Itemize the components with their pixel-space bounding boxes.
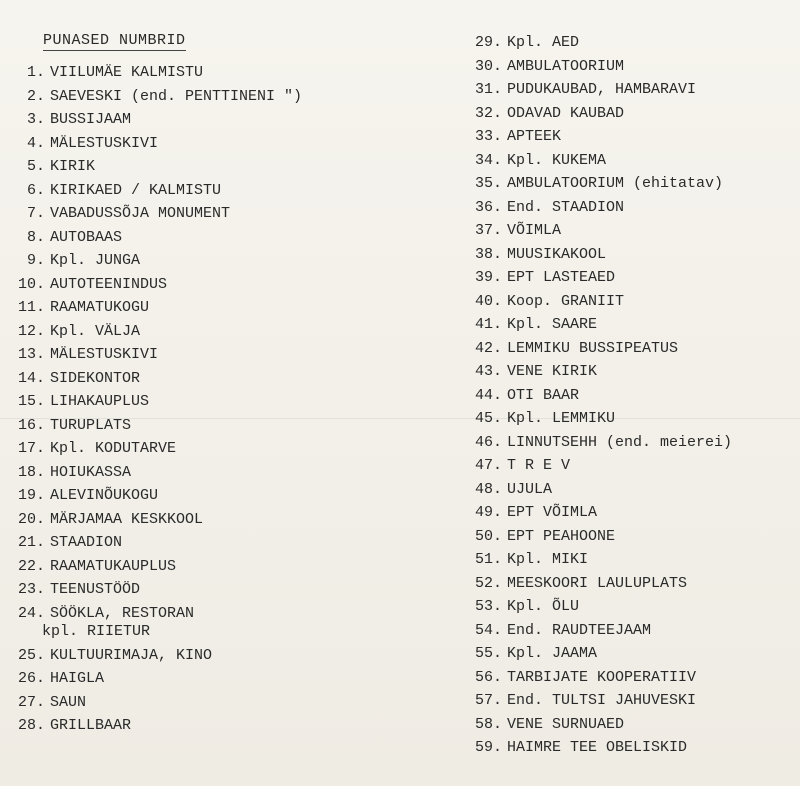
entry-number: 8 [26, 228, 36, 246]
entry-dot: . [493, 504, 503, 521]
entry-number: 41 [474, 316, 493, 333]
entry-number: 26 [17, 670, 36, 687]
entry-number: 48 [474, 480, 493, 498]
entry-number: 19 [17, 487, 36, 504]
entry-text [50, 252, 140, 270]
entry-dot: . [493, 386, 503, 404]
entry-label: GRILLBAAR [50, 717, 132, 734]
list-entry [449, 716, 732, 740]
list-entry [449, 410, 732, 434]
list-entry [449, 457, 732, 481]
entry-number: 56 [474, 668, 493, 686]
entry-label: LEMMIKU BUSSIPEATUS [507, 339, 679, 357]
entry-label: End. RAUDTEEJAAM [507, 621, 652, 639]
list-entry [449, 645, 732, 669]
entry-dot: . [36, 604, 46, 622]
entry-number: 52 [474, 574, 493, 592]
list-entry [0, 323, 302, 347]
entry-label: EPT PEAHOONE [507, 527, 616, 545]
entry-dot: . [493, 739, 503, 756]
entry-label: VENE SURNUAED [507, 715, 625, 733]
entry-number: 27 [17, 693, 36, 711]
entry-number: 37 [474, 222, 493, 239]
entry-dot: . [36, 205, 46, 222]
list-entry [0, 440, 302, 464]
entry-text [507, 716, 624, 734]
list-entry [449, 551, 732, 575]
entry-dot: . [493, 245, 503, 263]
entry-text [50, 717, 131, 735]
list-entry [449, 128, 732, 152]
entry-label: PUDUKAUBAD, HAMBARAVI [507, 81, 697, 98]
entry-dot: . [493, 574, 503, 592]
entry-text [50, 694, 86, 712]
list-entry [0, 717, 302, 741]
entry-number: 35 [474, 175, 493, 192]
list-entry [449, 739, 732, 763]
entry-number: 21 [17, 534, 36, 551]
entry-text [50, 581, 140, 599]
entry-label: RAAMATUKOGU [50, 299, 150, 316]
entry-text [507, 199, 624, 217]
entry-text [507, 105, 624, 123]
entry-number: 51 [474, 551, 493, 568]
entry-dot: . [493, 433, 503, 451]
entry-number: 14 [17, 369, 36, 387]
entry-label: OTI BAAR [507, 386, 580, 404]
entry-dot: . [36, 181, 46, 199]
entry-label: Kpl. JAAMA [507, 645, 598, 662]
entry-label: HAIMRE TEE OBELISKID [507, 739, 688, 756]
entry-number: 9 [26, 252, 36, 269]
entry-text [50, 88, 302, 106]
entry-dot: . [36, 717, 46, 734]
entry-dot: . [36, 440, 46, 457]
entry-text [50, 417, 131, 435]
entry-dot: . [493, 598, 503, 615]
entry-text [42, 604, 195, 641]
entry-text [507, 551, 588, 569]
entry-number: 16 [17, 416, 36, 434]
entry-text [50, 205, 230, 223]
entry-label: VENE KIRIK [507, 363, 598, 380]
entry-number: 31 [474, 81, 493, 98]
entry-text [507, 645, 597, 663]
entry-number: 5 [26, 158, 36, 175]
entry-label: Kpl. AED [507, 34, 580, 51]
entry-dot: . [493, 292, 503, 310]
entry-label: LIHAKAUPLUS [50, 393, 150, 410]
list-entry [0, 182, 302, 206]
entry-label: SAEVESKI (end. PENTTINENI ") [50, 87, 303, 105]
entry-text [507, 622, 651, 640]
entry-text [50, 64, 203, 82]
entry-number: 23 [17, 581, 36, 598]
entry-number: 49 [474, 504, 493, 521]
entry-number: 18 [17, 463, 36, 481]
entry-number: 17 [17, 440, 36, 457]
list-entry [449, 598, 732, 622]
entry-label: Kpl. KODUTARVE [50, 440, 177, 457]
entry-number: 44 [474, 386, 493, 404]
entry-number: 13 [17, 346, 36, 363]
entry-label: SAUN [50, 693, 87, 711]
entry-label: ODAVAD KAUBAD [507, 104, 625, 122]
entry-text [50, 511, 203, 529]
entry-dot: . [36, 393, 46, 410]
entry-dot: . [493, 316, 503, 333]
list-entry [0, 417, 302, 441]
entry-label: SÖÖKLA, RESTORAN [50, 604, 195, 622]
entry-dot: . [36, 64, 46, 81]
entry-number: 58 [474, 715, 493, 733]
entry-label: KIRIK [50, 158, 96, 175]
entry-text [50, 158, 95, 176]
entry-text [50, 229, 122, 247]
list-entry [0, 88, 302, 112]
list-entry [0, 276, 302, 300]
entry-text [50, 346, 158, 364]
list-entry [449, 340, 732, 364]
entry-dot: . [493, 692, 503, 709]
entry-number: 24 [17, 604, 36, 622]
list-entry [0, 487, 302, 511]
entry-text [50, 534, 122, 552]
entry-number: 45 [474, 410, 493, 427]
entry-text [507, 152, 606, 170]
list-entry [449, 434, 732, 458]
list-entry [0, 370, 302, 394]
entry-text [50, 323, 140, 341]
entry-label: Kpl. JUNGA [50, 252, 141, 269]
entry-text [507, 598, 579, 616]
list-entry [449, 152, 732, 176]
entry-dot: . [36, 557, 46, 575]
entry-dot: . [36, 158, 46, 175]
list-entry [449, 622, 732, 646]
entry-number: 53 [474, 598, 493, 615]
entry-dot: . [36, 275, 46, 293]
entry-dot: . [493, 457, 503, 474]
entry-label: TARBIJATE KOOPERATIIV [507, 668, 697, 686]
list-entry [0, 346, 302, 370]
entry-text [507, 269, 615, 287]
list-entry [449, 105, 732, 129]
entry-number: 30 [474, 57, 493, 75]
entry-dot: . [493, 198, 503, 216]
document-heading: PUNASED NUMBRID [43, 32, 186, 49]
entry-dot: . [36, 487, 46, 504]
entry-text [507, 457, 570, 475]
entry-number: 28 [17, 717, 36, 734]
entry-dot: . [36, 346, 46, 363]
entry-sublabel: kpl. RIIETUR [42, 622, 151, 640]
entry-dot: . [36, 534, 46, 551]
entry-number: 34 [474, 151, 493, 169]
entry-label: HAIGLA [50, 670, 105, 687]
list-entry [449, 692, 732, 716]
entry-text [507, 504, 597, 522]
entry-text [507, 528, 615, 546]
entry-label: Koop. GRANIIT [507, 292, 625, 310]
entry-text [507, 669, 696, 687]
entry-dot: . [493, 668, 503, 686]
entry-number: 59 [474, 739, 493, 756]
entry-dot: . [493, 551, 503, 568]
entry-number: 11 [17, 299, 36, 316]
list-entry [449, 481, 732, 505]
list-entry [0, 534, 302, 558]
entry-text [50, 370, 140, 388]
list-entry [0, 229, 302, 253]
entry-label: VÕIMLA [507, 222, 562, 239]
list-entry [449, 269, 732, 293]
entry-text [507, 175, 723, 193]
entry-label: End. STAADION [507, 198, 625, 216]
entry-label: AMBULATOORIUM (ehitatav) [507, 175, 724, 192]
entry-label: End. TULTSI JAHUVESKI [507, 692, 697, 709]
list-entry [0, 158, 302, 182]
list-entry [449, 246, 732, 270]
entry-dot: . [493, 104, 503, 122]
entry-number: 42 [474, 339, 493, 357]
entry-label: VIILUMÄE KALMISTU [50, 64, 204, 81]
entry-label: AUTOBAAS [50, 228, 123, 246]
entry-number: 46 [474, 433, 493, 451]
entry-number: 54 [474, 621, 493, 639]
list-entry [0, 694, 302, 718]
entry-text [507, 246, 606, 264]
entry-dot: . [36, 416, 46, 434]
entry-number: 50 [474, 527, 493, 545]
entry-label: T R E V [507, 457, 571, 474]
entry-dot: . [36, 299, 46, 316]
entry-dot: . [493, 34, 503, 51]
entry-dot: . [493, 480, 503, 498]
entry-text [50, 464, 131, 482]
entry-dot: . [36, 581, 46, 598]
entry-number: 47 [474, 457, 493, 474]
entry-dot: . [36, 510, 46, 528]
entry-text [50, 487, 158, 505]
entry-text [50, 299, 149, 317]
entry-dot: . [36, 87, 46, 105]
list-entry [449, 575, 732, 599]
entry-number: 15 [17, 393, 36, 410]
entry-dot: . [36, 646, 46, 664]
entry-text [507, 58, 624, 76]
entry-dot: . [493, 645, 503, 662]
entry-label: EPT VÕIMLA [507, 504, 598, 521]
entry-text [507, 692, 696, 710]
entry-number: 43 [474, 363, 493, 380]
entry-text [507, 575, 687, 593]
entry-label: HOIUKASSA [50, 463, 132, 481]
entry-text [50, 647, 212, 665]
entry-label: UJULA [507, 480, 553, 498]
entry-text [507, 410, 615, 428]
entry-text [50, 111, 131, 129]
entry-dot: . [36, 322, 46, 340]
list-entry [449, 34, 732, 58]
entry-dot: . [36, 670, 46, 687]
entry-label: TURUPLATS [50, 416, 132, 434]
entry-label: MÄRJAMAA KESKKOOL [50, 510, 204, 528]
list-entry [449, 316, 732, 340]
list-entry [0, 670, 302, 694]
list-entry [0, 135, 302, 159]
entry-text [507, 481, 552, 499]
entry-label: VABADUSSÕJA MONUMENT [50, 205, 231, 222]
entry-label: Kpl. KUKEMA [507, 151, 607, 169]
entry-label: MUUSIKAKOOL [507, 245, 607, 263]
entry-label: RAAMATUKAUPLUS [50, 557, 177, 575]
entry-text [507, 316, 597, 334]
entry-dot: . [493, 222, 503, 239]
entry-number: 33 [474, 128, 493, 145]
entry-dot: . [493, 527, 503, 545]
entry-number: 36 [474, 198, 493, 216]
entry-label: Kpl. MIKI [507, 551, 589, 568]
entry-text [507, 363, 597, 381]
list-entry [449, 293, 732, 317]
entry-text [507, 387, 579, 405]
list-entry [0, 464, 302, 488]
entry-label: SIDEKONTOR [50, 369, 141, 387]
right-numbered-list [449, 34, 732, 763]
entry-dot: . [493, 339, 503, 357]
entry-text [50, 670, 104, 688]
entry-text [50, 135, 158, 153]
entry-text [50, 558, 176, 576]
entry-text [507, 340, 678, 358]
entry-dot: . [493, 715, 503, 733]
entry-label: APTEEK [507, 128, 562, 145]
list-entry [449, 504, 732, 528]
entry-label: LINNUTSEHH (end. meierei) [507, 433, 733, 451]
entry-label: KULTUURIMAJA, KINO [50, 646, 213, 664]
entry-dot: . [36, 111, 46, 128]
entry-text [50, 276, 167, 294]
list-entry [0, 511, 302, 535]
entry-label: Kpl. ÕLU [507, 598, 580, 615]
entry-dot: . [36, 228, 46, 246]
entry-dot: . [493, 128, 503, 145]
list-entry [0, 205, 302, 229]
list-entry [449, 387, 732, 411]
entry-number: 55 [474, 645, 493, 662]
entry-label: MÄLESTUSKIVI [50, 346, 159, 363]
entry-label: Kpl. SAARE [507, 316, 598, 333]
entry-number: 1 [26, 64, 36, 81]
list-entry [0, 647, 302, 671]
entry-number: 22 [17, 557, 36, 575]
entry-label: AUTOTEENINDUS [50, 275, 168, 293]
entry-text [507, 128, 561, 146]
entry-label: Kpl. LEMMIKU [507, 410, 616, 427]
entry-dot: . [493, 363, 503, 380]
entry-dot: . [493, 410, 503, 427]
entry-text [507, 739, 687, 757]
entry-text [507, 222, 561, 240]
entry-number: 2 [26, 87, 36, 105]
entry-label: ALEVINÕUKOGU [50, 487, 159, 504]
entry-dot: . [493, 57, 503, 75]
entry-text [507, 434, 732, 452]
entry-number: 25 [17, 646, 36, 664]
entry-number: 57 [474, 692, 493, 709]
entry-label: TEENUSTÖÖD [50, 581, 141, 598]
list-entry [0, 605, 302, 647]
list-entry [0, 64, 302, 88]
entry-label: MEESKOORI LAULUPLATS [507, 574, 688, 592]
entry-label: AMBULATOORIUM [507, 57, 625, 75]
entry-text [507, 34, 579, 52]
list-entry [449, 528, 732, 552]
entry-label: EPT LASTEAED [507, 269, 616, 286]
entry-dot: . [36, 693, 46, 711]
list-entry [449, 363, 732, 387]
entry-label: STAADION [50, 534, 123, 551]
list-entry [0, 393, 302, 417]
entry-number: 12 [17, 322, 36, 340]
entry-dot: . [36, 252, 46, 269]
list-entry [0, 558, 302, 582]
list-entry [0, 111, 302, 135]
list-entry [0, 252, 302, 276]
entry-label: KIRIKAED / KALMISTU [50, 181, 222, 199]
entry-text [507, 293, 624, 311]
entry-dot: . [36, 134, 46, 152]
entry-dot: . [493, 269, 503, 286]
list-entry [449, 222, 732, 246]
entry-text [50, 440, 176, 458]
entry-number: 6 [26, 181, 36, 199]
entry-number: 39 [474, 269, 493, 286]
entry-dot: . [493, 175, 503, 192]
list-entry [0, 581, 302, 605]
entry-number: 10 [17, 275, 36, 293]
entry-dot: . [493, 151, 503, 169]
list-entry [449, 199, 732, 223]
entry-number: 20 [17, 510, 36, 528]
entry-label: Kpl. VÄLJA [50, 322, 141, 340]
entry-number: 29 [474, 34, 493, 51]
entry-label: BUSSIJAAM [50, 111, 132, 128]
list-entry [449, 81, 732, 105]
entry-text [50, 182, 221, 200]
entry-dot: . [36, 369, 46, 387]
entry-dot: . [493, 621, 503, 639]
entry-number: 38 [474, 245, 493, 263]
entry-text [507, 81, 696, 99]
list-entry [449, 175, 732, 199]
list-entry [449, 58, 732, 82]
entry-number: 7 [26, 205, 36, 222]
entry-number: 32 [474, 104, 493, 122]
left-numbered-list [0, 64, 302, 741]
entry-text [50, 393, 149, 411]
entry-number: 40 [474, 292, 493, 310]
list-entry [449, 669, 732, 693]
entry-number: 3 [26, 111, 36, 128]
entry-number: 4 [26, 134, 36, 152]
entry-dot: . [493, 81, 503, 98]
entry-dot: . [36, 463, 46, 481]
entry-label: MÄLESTUSKIVI [50, 134, 159, 152]
list-entry [0, 299, 302, 323]
